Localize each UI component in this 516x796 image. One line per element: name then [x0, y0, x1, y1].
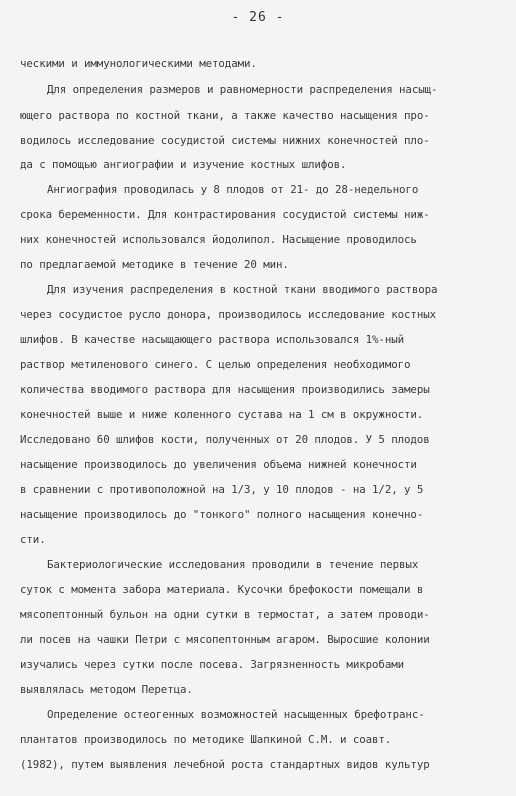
text-line: по предлагаемой методике в течение 20 мин. — [20, 258, 289, 271]
text-line: насыщение производилось до увеличения объема нижней конечности — [20, 458, 417, 471]
text-line: через сосудистое русло донора, производилось исследование костных — [20, 308, 437, 321]
text-line: выявлялась методом Перетца. — [20, 683, 193, 696]
text-line: насыщение производилось до "тонкого" полного насыщения конечно- — [20, 508, 424, 521]
text-line: плантатов производилось по методике Шапкиной С.М. и соавт. — [20, 733, 392, 746]
text-line: Для определения размеров и равномерности распределения насыщ- — [47, 83, 438, 96]
text-line: конечностей выше и ниже коленного сустава на 1 см в окружности. — [20, 408, 424, 421]
text-line: Бактериологические исследования проводили в течение первых — [47, 558, 419, 571]
text-line: водилось исследование сосудистой системы нижних конечностей пло- — [20, 134, 430, 147]
text-line: Исследовано 60 шлифов кости, полученных от 20 плодов. У 5 плодов — [20, 433, 430, 446]
text-line: количества вводимого раствора для насыщения производились замеры — [20, 383, 430, 396]
text-line: сти. — [20, 533, 46, 546]
text-line: срока беременности. Для контрастирования сосудистой системы ниж- — [20, 208, 430, 221]
text-line: шлифов. В качестве насыщающего раствора использовался 1%-ный — [20, 333, 405, 346]
text-line: них конечностей использовался йодолипол. Насыщение проводилось — [20, 233, 417, 246]
text-line: суток с момента забора материала. Кусочки брефокости помещали в — [20, 583, 424, 596]
page-number: - 26 - — [231, 10, 285, 25]
text-line: ческими и иммунологическими методами. — [20, 57, 257, 70]
text-line: Для изучения распределения в костной ткани вводимого раствора — [47, 283, 438, 296]
text-line: да с помощью ангиографии и изучение костных шлифов. — [20, 158, 347, 171]
text-line: (1982), путем выявления лечебной роста стандартных видов культур — [20, 758, 430, 771]
text-line: раствор метиленового синего. С целью определения необходимого — [20, 358, 411, 371]
text-line: мясопептонный бульон на одни сутки в термостат, а затем проводи- — [20, 608, 430, 621]
text-line: ющего раствора по костной ткани, а также качество насыщения про- — [20, 109, 430, 122]
text-line: изучались через сутки после посева. Загрязненность микробами — [20, 658, 405, 671]
text-line: в сравнении с противоположной на 1/3, у 10 плодов - на 1/2, у 5 — [20, 483, 424, 496]
text-line: Определение остеогенных возможностей насыщенных брефотранс- — [47, 708, 425, 721]
text-line: ли посев на чашки Петри с мясопептонным агаром. Выросшие колонии — [20, 633, 430, 646]
text-line: Ангиография проводилась у 8 плодов от 21- до 28-недельного — [47, 183, 419, 196]
